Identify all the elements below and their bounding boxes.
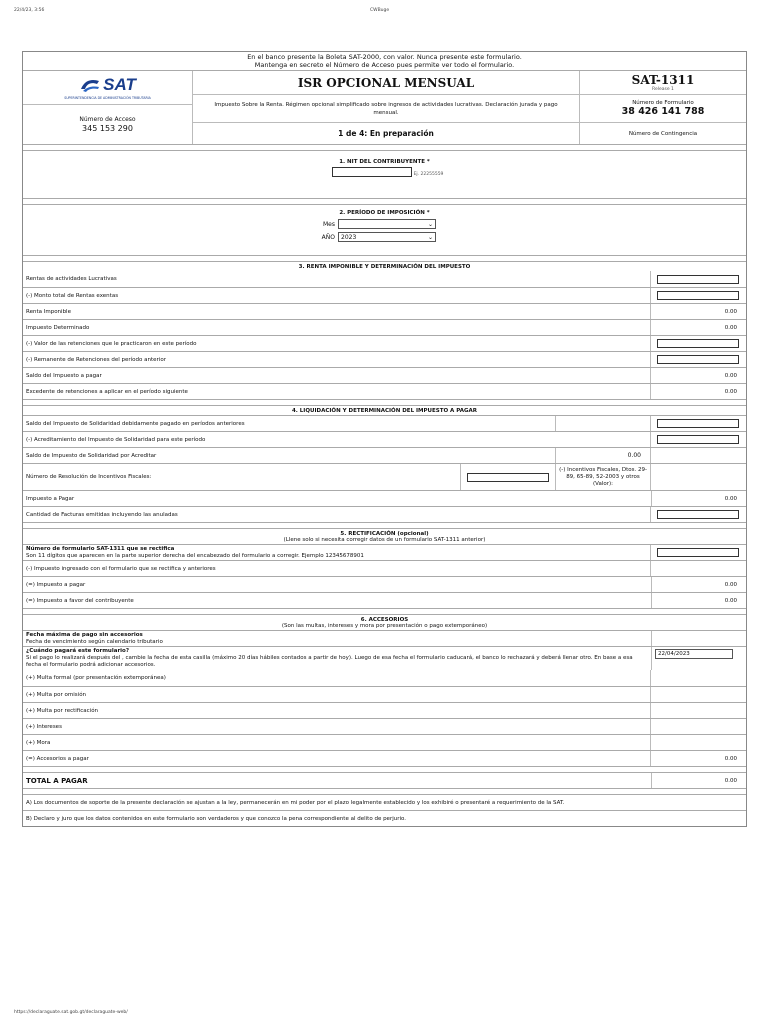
logo-text: SAT <box>103 75 136 94</box>
s3-row-label: Rentas de actividades Lucrativas <box>26 276 117 282</box>
s6-row-label: (=) Accesorios a pagar <box>26 755 89 762</box>
print-page-title: CWBuge <box>370 8 390 13</box>
s3-row-label: Renta Imponible <box>26 308 71 315</box>
s5-row-2-label: (-) Impuesto ingresado con el formulario que se rectifica y anteriores <box>26 565 216 572</box>
s4-row-1 <box>23 415 746 431</box>
access-number: 345 153 290 <box>82 124 133 133</box>
declaration-b-text: B) Declaro y juro que los datos contenidos en este formulario son verdaderos y que conozco la pena correspondiente al delito de perjurio. <box>26 815 407 822</box>
s6-when-title: ¿Cuándo pagará este formulario? <box>26 648 130 654</box>
s4-row-5-value: 0.00 <box>651 491 746 506</box>
s4-row-5 <box>23 490 746 506</box>
s6-row-label: (+) Mora <box>26 739 51 746</box>
section-5-subtitle: (Llene solo si necesita corregir datos de un formulario SAT-1311 anterior) <box>283 536 486 543</box>
notice-line-2: Mantenga en secreto el Número de Acceso pues permite ver todo el formulario. <box>254 61 515 69</box>
s6-when-pay <box>23 646 746 670</box>
s4-row-2 <box>23 431 746 447</box>
section-6-header <box>23 614 746 630</box>
access-number-label: Número de Acceso <box>79 116 136 123</box>
chevron-down-icon: ⌄ <box>427 220 433 228</box>
s3-row <box>23 303 746 319</box>
declaration-a-text: A) Los documentos de soporte de la presente declaración se ajustan a la ley, permanecerán en mi poder por el plazo legalmente establecido y los exhibiré o presentaré a requerimiento de la SAT. <box>26 799 565 806</box>
nit-title: 1. NIT DEL CONTRIBUYENTE * <box>339 159 430 165</box>
s6-row-value: 0.00 <box>650 751 746 766</box>
print-date: 22/4/23, 3:56 <box>14 8 45 13</box>
s3-row-label: Saldo del Impuesto a pagar <box>26 372 102 379</box>
s5-row-3-label: (=) Impuesto a pagar <box>26 581 86 588</box>
section-5-header <box>23 528 746 544</box>
s3-row-label: (-) Remanente de Retenciones del período anterior <box>26 356 166 363</box>
section-nit <box>23 150 746 198</box>
invoice-count-input[interactable] <box>657 510 739 519</box>
s5-row-3-value: 0.00 <box>651 577 746 592</box>
s6-row-value-cell <box>650 687 746 702</box>
s5-row-4 <box>23 592 746 608</box>
s6-when-text: Si el pago lo realizará después del , cambie la fecha de esta casilla (máximo 20 días hábiles contados a partir de hoy). Luego de esa fecha el formulario caducará, el banco lo rechazará y deberá llenar otro. En base a esa fecha el formulario podrá adicionar accesorios. <box>26 655 633 668</box>
s3-row-value: 0.00 <box>650 320 746 335</box>
notice-line-1: En el banco presente la Boleta SAT-2000, con valor. Nunca presente este formulario. <box>247 53 522 61</box>
s3-row-label: (-) Valor de las retenciones que le practicaron en este período <box>26 340 197 347</box>
s6-row-label: (+) Multa formal (por presentación extemporánea) <box>26 675 166 681</box>
s6-row-label: (+) Intereses <box>26 723 62 730</box>
form-header <box>23 70 746 144</box>
title-area <box>193 71 579 144</box>
code-area <box>579 71 746 144</box>
s3-row-value: 0.00 <box>650 368 746 383</box>
s5-row-1 <box>23 544 746 560</box>
s5-row-4-value: 0.00 <box>651 593 746 608</box>
s3-row-value-cell <box>650 271 746 287</box>
section-6-subtitle: (Son las multas, intereses y mora por presentación o pago extemporáneo) <box>281 622 488 629</box>
s4-row-1-label: Saldo del Impuesto de Solidaridad debidamente pagado en períodos anteriores <box>26 420 245 427</box>
month-label: Mes <box>323 220 335 228</box>
s3-row-value-cell <box>650 288 746 303</box>
form-number-label: Número de Formulario <box>632 100 694 106</box>
s3-row-value-cell <box>650 336 746 351</box>
logo-subtitle: SUPERINTENDENCIA DE ADMINISTRACIÓN TRIBUTARIA <box>64 96 151 100</box>
s3-row-label: (-) Monto total de Rentas exentas <box>26 292 119 299</box>
s5-row-3 <box>23 576 746 592</box>
s4-row-5-label: Impuesto a Pagar <box>26 495 75 502</box>
section-3-header <box>23 261 746 271</box>
section-periodo <box>23 204 746 255</box>
s3-row <box>23 383 746 399</box>
section-5-title: 5. RECTIFICACIÓN (opcional) <box>340 530 429 537</box>
s3-row-input[interactable] <box>657 339 739 348</box>
total-label: TOTAL A PAGAR <box>26 776 88 785</box>
nit-hint: Ej. 22255559 <box>413 172 444 177</box>
s5-row-1-title: Número de formulario SAT-1311 que se rectifica <box>26 545 175 552</box>
s6-row-value-cell <box>650 719 746 734</box>
total-row <box>23 772 746 788</box>
s6-row <box>23 750 746 766</box>
s6-due-text: Fecha de vencimiento según calendario tributario <box>26 638 163 645</box>
form-description: Impuesto Sobre la Renta. Régimen opcional simplificado sobre ingresos de actividades lucrativas. Declaración jurada y pago mensual. <box>193 95 579 123</box>
s4-row-6 <box>23 506 746 522</box>
s6-row-value-cell <box>650 735 746 750</box>
section-4-title: 4. LIQUIDACIÓN Y DETERMINACIÓN DEL IMPUESTO A PAGAR <box>291 407 478 414</box>
s3-row <box>23 367 746 383</box>
sat-1311-form <box>22 51 747 827</box>
s6-due-title: Fecha máxima de pago sin accesorios <box>26 631 143 638</box>
s6-row-value-cell <box>650 703 746 718</box>
year-label: AÑO <box>321 233 335 241</box>
section-4-header <box>23 405 746 415</box>
year-select[interactable] <box>338 232 436 242</box>
s6-row <box>23 670 746 686</box>
declaration-a <box>23 794 746 810</box>
contingency-label: Número de Contingencia <box>628 130 698 137</box>
nit-input[interactable] <box>332 167 412 177</box>
s4-row-3 <box>23 447 746 463</box>
periodo-title: 2. PERÍODO DE IMPOSICIÓN * <box>339 210 430 216</box>
declaration-b <box>23 810 746 826</box>
section-3-title: 3. RENTA IMPONIBLE Y DETERMINACIÓN DEL IMPUESTO <box>298 263 471 270</box>
s3-row-input[interactable] <box>657 291 739 300</box>
sat-logo-icon <box>79 77 101 93</box>
s3-row-value: 0.00 <box>650 384 746 399</box>
form-title: ISR OPCIONAL MENSUAL <box>297 75 475 90</box>
release-label: Release 1 <box>652 86 674 92</box>
print-url: https://declaraguate.sat.gob.gt/declaraguate-web/ <box>14 1010 128 1015</box>
s4-row-3-label: Saldo de Impuesto de Solidaridad por Acreditar <box>26 452 157 459</box>
s3-row-input[interactable] <box>657 355 739 364</box>
notice <box>23 52 746 70</box>
s3-row <box>23 351 746 367</box>
s4-row-4-side-label: (-) Incentivos Fiscales, Dtos. 29-89, 65-89, 52-2003 y otros (Valor): <box>555 464 650 490</box>
s6-due-date <box>23 630 746 646</box>
s6-row <box>23 734 746 750</box>
form-number: 38 426 141 788 <box>621 106 705 117</box>
form-code: SAT-1311 <box>631 72 695 87</box>
s4-row-4-label: Número de Resolución de Incentivos Fiscales: <box>26 474 152 480</box>
month-select[interactable] <box>338 219 436 229</box>
section-6-title: 6. ACCESORIOS <box>360 616 409 623</box>
s6-row <box>23 686 746 702</box>
s5-row-4-label: (=) Impuesto a favor del contribuyente <box>26 597 134 604</box>
rectified-form-input[interactable] <box>657 548 739 557</box>
s4-row-1-input[interactable] <box>657 419 739 428</box>
s3-row-label: Excedente de retenciones a aplicar en el período siguiente <box>26 388 188 395</box>
incentive-resolution-input[interactable] <box>467 473 549 482</box>
s4-row-2-label: (-) Acreditamiento del Impuesto de Solidaridad para este período <box>26 436 206 443</box>
s6-row-label: (+) Multa por rectificación <box>26 707 99 714</box>
s3-row <box>23 271 746 287</box>
payment-date-input[interactable] <box>655 649 733 659</box>
s6-row <box>23 718 746 734</box>
s4-row-4 <box>23 463 746 490</box>
s4-row-3-value: 0.00 <box>555 448 650 463</box>
payment-date-value: 22/04/2023 <box>658 651 690 657</box>
s3-row-value: 0.00 <box>650 304 746 319</box>
total-value: 0.00 <box>651 773 746 788</box>
s3-row-label: Impuesto Determinado <box>26 324 90 331</box>
s6-row <box>23 702 746 718</box>
s6-row-label: (+) Multa por omisión <box>26 691 87 698</box>
s5-row-1-text: Son 11 dígitos que aparecen en la parte superior derecha del encabezado del formulario a corregir. Ejemplo 12345678901 <box>26 552 364 559</box>
s3-row <box>23 335 746 351</box>
s5-row-2 <box>23 560 746 576</box>
form-status: 1 de 4: En preparación <box>338 129 434 138</box>
s3-row <box>23 319 746 335</box>
s4-row-6-label: Cantidad de Facturas emitidas incluyendo las anuladas <box>26 511 178 518</box>
s3-row-value-cell <box>650 352 746 367</box>
s3-row-input[interactable] <box>657 275 739 284</box>
s6-row-value-cell <box>650 670 746 686</box>
s4-row-2-input[interactable] <box>657 435 739 444</box>
year-select-value: 2023 <box>341 233 357 241</box>
chevron-down-icon: ⌄ <box>427 233 433 241</box>
s3-row <box>23 287 746 303</box>
logo-area <box>23 71 193 144</box>
